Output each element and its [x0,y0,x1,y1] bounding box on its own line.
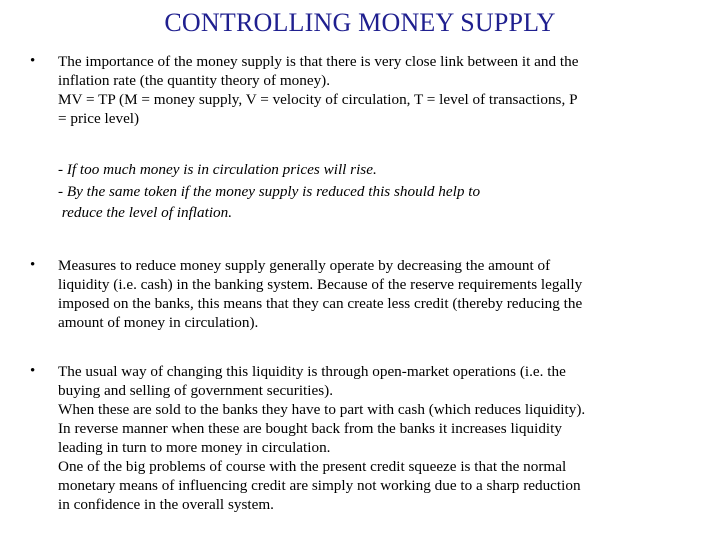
note-line: - If too much money is in circulation prices will rise. [58,161,377,178]
text-line: Measures to reduce money supply generally operate by decreasing the amount of [58,257,551,274]
text-line: monetary means of influencing credit are simply not working due to a sharp reduction [58,477,581,494]
bullet-item-reduce-money-supply [30,256,690,336]
text-line: In reverse manner when these are bought back from the banks it increases liquidity [58,420,562,437]
text-line: imposed on the banks, this means that they can create less credit (thereby reducing the [58,295,583,312]
text-line: = price level) [58,110,140,127]
text-line: One of the big problems of course with the present credit squeeze is that the normal [58,458,567,475]
slide-title: CONTROLLING MONEY SUPPLY [164,8,556,37]
bullet-icon: • [30,53,36,69]
text-line: in confidence in the overall system. [58,496,274,513]
text-line: buying and selling of government securities). [58,382,333,399]
bullet-text [58,52,684,128]
text-line: inflation rate (the quantity theory of money). [58,72,331,89]
text-line: MV = TP (M = money supply, V = velocity of circulation, T = level of transactions, P [58,91,578,108]
note-line: - By the same token if the money supply is reduced this should help to [58,182,481,200]
text-line: When these are sold to the banks they have to part with cash (which reduces liquidity). [58,401,586,418]
bullet-item-open-market-operations [30,362,690,522]
italic-notes [58,159,658,224]
bullet-text [58,256,684,332]
text-line: leading in turn to more money in circulation. [58,439,331,456]
note-line: reduce the level of inflation. [58,204,233,221]
bullet-item-quantity-theory [30,52,690,132]
bullet-icon: • [30,363,36,379]
text-line: The importance of the money supply is that there is very close link between it and the [58,53,579,70]
bullet-icon: • [30,257,36,273]
text-line: amount of money in circulation). [58,314,259,331]
text-line: liquidity (i.e. cash) in the banking system. Because of the reserve requirements legally [58,276,583,293]
bullet-text [58,362,684,514]
text-line: The usual way of changing this liquidity is through open-market operations (i.e. the [58,363,566,380]
